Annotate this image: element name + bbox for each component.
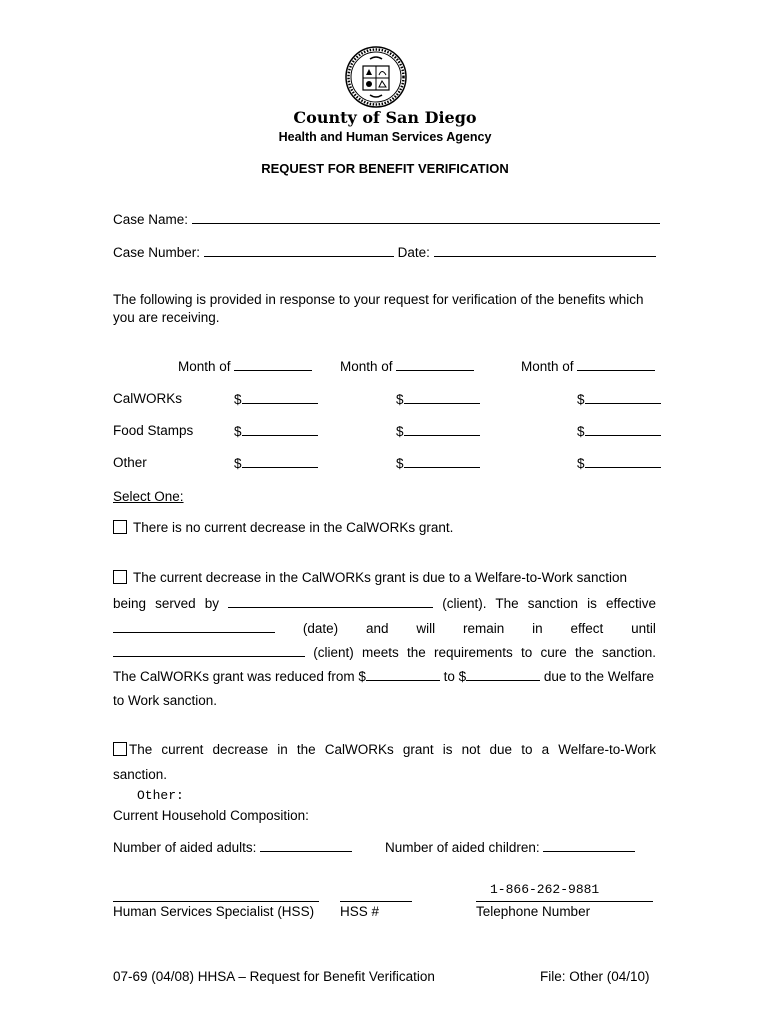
amount-field xyxy=(396,455,480,471)
option-2-line-2 xyxy=(113,595,656,611)
row-label-food-stamps: Food Stamps xyxy=(113,423,194,438)
amount-input[interactable] xyxy=(242,391,318,404)
amount-field xyxy=(577,423,661,439)
amount-field xyxy=(234,391,318,407)
checkbox-wtw-sanction[interactable] xyxy=(113,570,127,584)
due-to-label: due to the Welfare xyxy=(543,669,654,684)
word: until xyxy=(631,621,656,636)
word: (date) xyxy=(302,621,339,636)
aided-children-field[interactable] xyxy=(543,839,635,852)
option-2-line-1: The current decrease in the CalWORKs grant is due to a Welfare-to-Work sanction xyxy=(133,570,627,585)
case-name-label: Case Name: xyxy=(113,212,189,227)
option-2-line-6: to Work sanction. xyxy=(113,693,218,708)
month-label: Month of xyxy=(340,359,393,374)
month-header-1 xyxy=(178,358,312,374)
reduced-to-label: to $ xyxy=(443,669,467,684)
aided-adults-label: Number of aided adults: xyxy=(113,840,257,855)
currency-symbol: $ xyxy=(577,392,585,407)
aided-children-label: Number of aided children: xyxy=(385,840,540,855)
option-wtw-sanction xyxy=(113,570,627,585)
month-header-3 xyxy=(521,358,655,374)
amount-field xyxy=(396,391,480,407)
hss-number-field[interactable] xyxy=(340,901,412,902)
month-2-field[interactable] xyxy=(396,358,474,371)
currency-symbol: $ xyxy=(396,456,404,471)
file-footer: File: Other (04/10) xyxy=(540,969,650,984)
word: in xyxy=(532,621,543,636)
option-not-wtw xyxy=(113,742,656,757)
aided-adults-row xyxy=(113,839,352,855)
reduced-from-field[interactable] xyxy=(366,668,440,681)
amount-input[interactable] xyxy=(585,455,661,468)
option-1-text: There is no current decrease in the CalWORKs grant. xyxy=(133,520,454,535)
date-field[interactable] xyxy=(434,244,656,257)
cure-sanction-text: (client) meets the requirements to cure the sanction. xyxy=(313,645,656,660)
form-id-footer: 07-69 (04/08) HHSA – Request for Benefit Verification xyxy=(113,969,435,984)
amount-field xyxy=(577,455,661,471)
row-label-other: Other xyxy=(113,455,147,470)
amount-input[interactable] xyxy=(242,455,318,468)
currency-symbol: $ xyxy=(396,424,404,439)
currency-symbol: $ xyxy=(577,424,585,439)
served-by-field[interactable] xyxy=(228,595,433,608)
effective-date-field[interactable] xyxy=(113,620,275,633)
currency-symbol: $ xyxy=(234,424,242,439)
option-2-line-5 xyxy=(113,668,654,684)
amount-input[interactable] xyxy=(404,423,480,436)
option-no-decrease xyxy=(113,520,453,535)
select-one-heading: Select One: xyxy=(113,489,184,504)
case-name-row xyxy=(113,211,660,227)
month-label: Month of xyxy=(178,359,231,374)
currency-symbol: $ xyxy=(234,456,242,471)
date-label: Date: xyxy=(397,245,430,260)
reduced-from-label: The CalWORKs grant was reduced from $ xyxy=(113,669,366,684)
telephone-label: Telephone Number xyxy=(476,904,591,919)
case-number-field[interactable] xyxy=(204,244,394,257)
word: will xyxy=(416,621,436,636)
form-title: REQUEST FOR BENEFIT VERIFICATION xyxy=(261,161,509,176)
telephone-value: 1-866-262-9881 xyxy=(490,882,600,897)
amount-field xyxy=(396,423,480,439)
amount-input[interactable] xyxy=(585,423,661,436)
month-header-2 xyxy=(340,358,474,374)
county-name: County of San Diego xyxy=(293,108,477,127)
amount-input[interactable] xyxy=(242,423,318,436)
hss-number-label: HSS # xyxy=(340,904,380,919)
checkbox-not-wtw[interactable] xyxy=(113,742,127,756)
sanction-effective-label: (client). The sanction is effective xyxy=(442,596,656,611)
hss-label: Human Services Specialist (HSS) xyxy=(113,904,315,919)
amount-input[interactable] xyxy=(585,391,661,404)
client-field[interactable] xyxy=(113,644,305,657)
intro-line-1: The following is provided in response to your request for verification of the benefits which xyxy=(113,292,644,307)
currency-symbol: $ xyxy=(577,456,585,471)
amount-field xyxy=(234,423,318,439)
amount-input[interactable] xyxy=(404,391,480,404)
amount-field xyxy=(577,391,661,407)
currency-symbol: $ xyxy=(234,392,242,407)
word: effect xyxy=(570,621,604,636)
currency-symbol: $ xyxy=(396,392,404,407)
option-3-line-1: The current decrease in the CalWORKs grant is not due to a Welfare-to-Work xyxy=(129,742,656,757)
amount-input[interactable] xyxy=(404,455,480,468)
agency-name: Health and Human Services Agency xyxy=(278,130,492,144)
other-text: Other: xyxy=(137,788,184,803)
served-by-label: being served by xyxy=(113,596,220,611)
month-3-field[interactable] xyxy=(577,358,655,371)
case-number-label: Case Number: xyxy=(113,245,201,260)
checkbox-no-decrease[interactable] xyxy=(113,520,127,534)
intro-line-2: you are receiving. xyxy=(113,310,220,325)
reduced-to-field[interactable] xyxy=(466,668,540,681)
household-heading: Current Household Composition: xyxy=(113,808,309,823)
word: and xyxy=(366,621,389,636)
case-name-field[interactable] xyxy=(192,211,660,224)
option-2-line-4 xyxy=(113,644,656,660)
hss-signature-field[interactable] xyxy=(113,901,319,902)
amount-field xyxy=(234,455,318,471)
month-label: Month of xyxy=(521,359,574,374)
case-number-row xyxy=(113,244,656,260)
row-label-calworks: CalWORKs xyxy=(113,391,183,406)
telephone-field[interactable] xyxy=(476,901,653,902)
aided-children-row xyxy=(385,839,635,855)
word: remain xyxy=(463,621,505,636)
aided-adults-field[interactable] xyxy=(260,839,352,852)
option-2-line-3 xyxy=(113,620,656,636)
month-1-field[interactable] xyxy=(234,358,312,371)
county-seal-logo xyxy=(345,46,407,108)
option-3-line-2: sanction. xyxy=(113,767,168,782)
